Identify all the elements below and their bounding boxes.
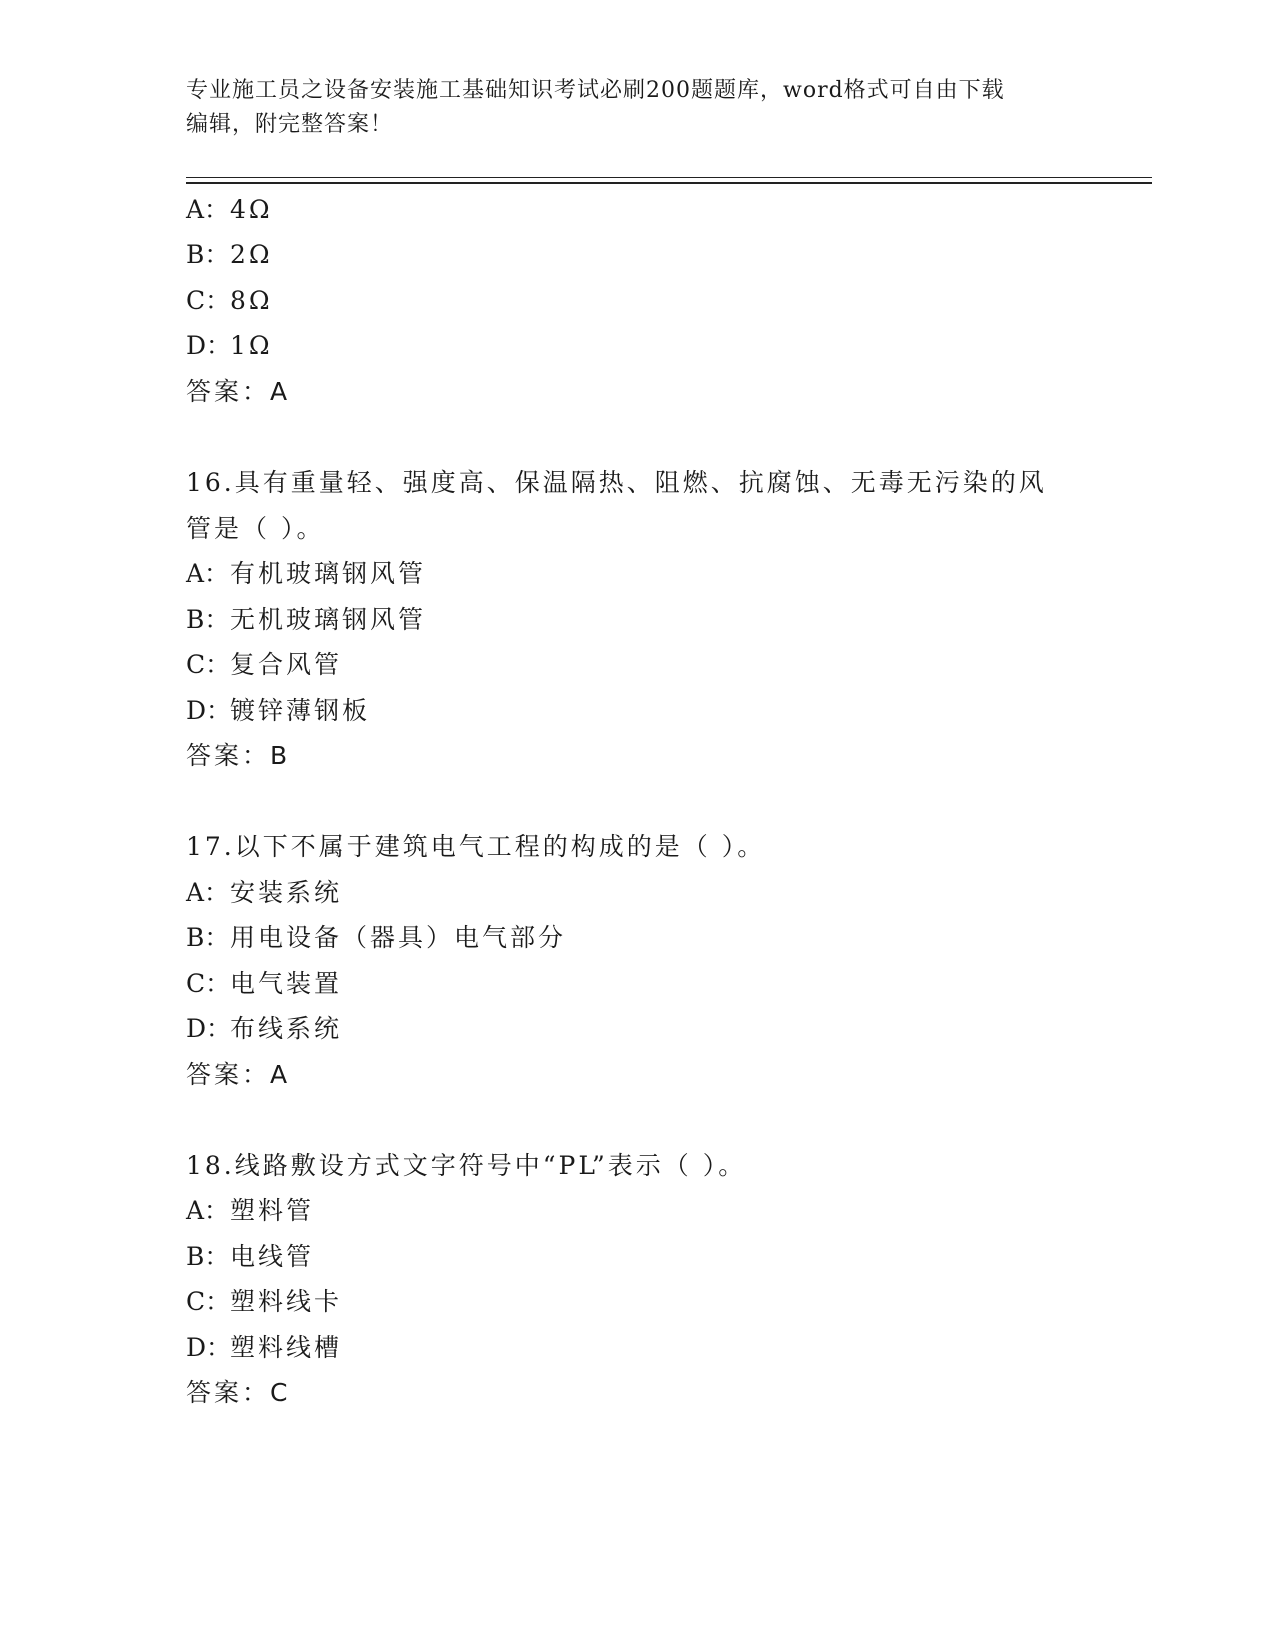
q15-option-d: D：1Ω (186, 331, 273, 360)
header-line-1: 专业施工员之设备安装施工基础知识考试必刷200题题库，word格式可自由下载 (186, 78, 1005, 103)
header-rule-thin (186, 177, 1152, 178)
q16-option-d: D：镀锌薄钢板 (186, 696, 371, 725)
header-line-2: 编辑，附完整答案！ (186, 112, 394, 137)
q17-option-c: C：电气装置 (186, 969, 343, 998)
q18-option-d: D：塑料线槽 (186, 1333, 343, 1362)
q17-option-d: D：布线系统 (186, 1014, 343, 1043)
document-header (186, 74, 1086, 142)
q16-stem-line-2: 管是（ ）。 (186, 514, 325, 543)
q15-option-a: A：4Ω (186, 195, 273, 224)
q16-stem-line-1: 16.具有重量轻、强度高、保温隔热、阻燃、抗腐蚀、无毒无污染的风 (186, 468, 1047, 497)
q17-option-b: B：用电设备（器具）电气部分 (186, 923, 567, 952)
q17-option-a: A：安装系统 (186, 878, 343, 907)
q15-option-b: B：2Ω (186, 240, 273, 269)
q16-option-a: A：有机玻璃钢风管 (186, 559, 427, 588)
q18-option-c: C：塑料线卡 (186, 1287, 343, 1316)
q17-answer: 答案：A (186, 1060, 289, 1089)
q18-option-b: B：电线管 (186, 1242, 315, 1271)
q16-option-c: C：复合风管 (186, 650, 343, 679)
q18-stem-line-1: 18.线路敷设方式文字符号中“PL”表示（ ）。 (186, 1151, 747, 1180)
q15-answer: 答案：A (186, 377, 289, 406)
q16-option-b: B：无机玻璃钢风管 (186, 605, 427, 634)
q18-answer: 答案：C (186, 1378, 289, 1407)
q16-answer: 答案：B (186, 741, 289, 770)
q15-option-c: C：8Ω (186, 286, 273, 315)
q17-stem-line-1: 17.以下不属于建筑电气工程的构成的是（ ）。 (186, 832, 766, 861)
header-rule-thick (186, 182, 1152, 184)
q18-option-a: A：塑料管 (186, 1196, 315, 1225)
